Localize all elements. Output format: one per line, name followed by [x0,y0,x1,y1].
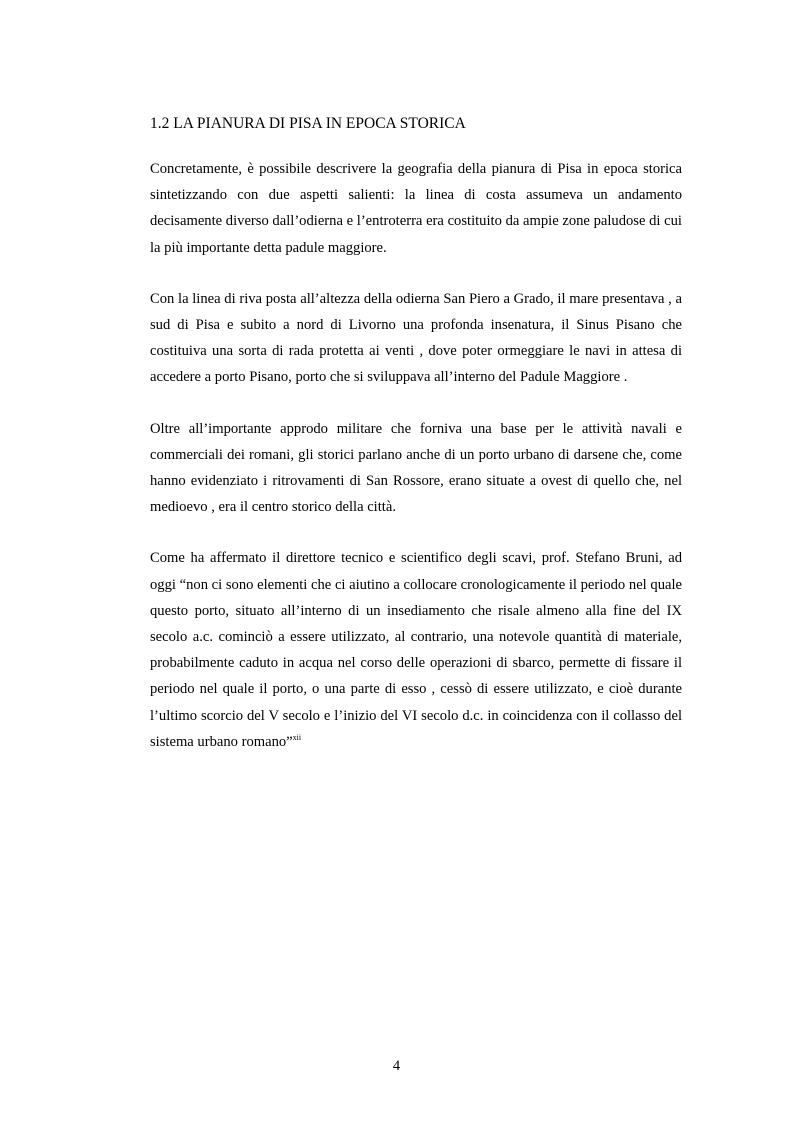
section-heading: 1.2 LA PIANURA DI PISA IN EPOCA STORICA [150,115,466,132]
paragraph-4 [150,545,682,755]
paragraph-3: Oltre all’importante approdo militare che forniva una base per le attività navali e commerciali dei romani, gli storici parlano anche di un porto urbano di darsene che, come hanno evidenziato i ritrovamenti di San Rossore, erano situate a ovest di quello che, nel medioevo , era il centro storico della città. [150,420,682,516]
body-text [150,156,682,780]
footnote-reference[interactable]: xii [292,733,302,742]
paragraph-4-text: Come ha affermato il direttore tecnico e scientifico degli scavi, prof. Stefano Bruni, ad oggi “non ci sono elementi che ci aiutino a collocare cronologicamente il periodo nel quale questo porto, situato all’interno di un insediamento che risale almeno alla fine del IX secolo a.c. cominciò a essere utilizzato, al contrario, una notevole quantità di materiale, probabilmente caduto in acqua nel corso delle operazioni di sbarco, permette di fissare il periodo nel quale il porto, o una parte di esso , cessò di essere utilizzato, e cioè durante l’ultimo scorcio del V secolo e l’inizio del VI secolo d.c. in coincidenza con il collasso del sistema urbano romano” [150,550,682,750]
paragraph-1: Concretamente, è possibile descrivere la geografia della pianura di Pisa in epoca storica sintetizzando con due aspetti salienti: la linea di costa assumeva un andamento decisamente diverso dall’odierna e l’entroterra era costituito da ampie zone paludose di cui la più importante detta padule maggiore. [150,161,682,256]
paragraph-2: Con la linea di riva posta all’altezza della odierna San Piero a Grado, il mare presentava , a sud di Pisa e subito a nord di Livorno una profonda insenatura, il Sinus Pisano che costituiva una sorta di rada protetta ai venti , dove poter ormeggiare le navi in attesa di accedere a porto Pisano, porto che si sviluppava all’interno del Padule Maggiore . [150,290,682,386]
page-number: 4 [392,1058,401,1074]
